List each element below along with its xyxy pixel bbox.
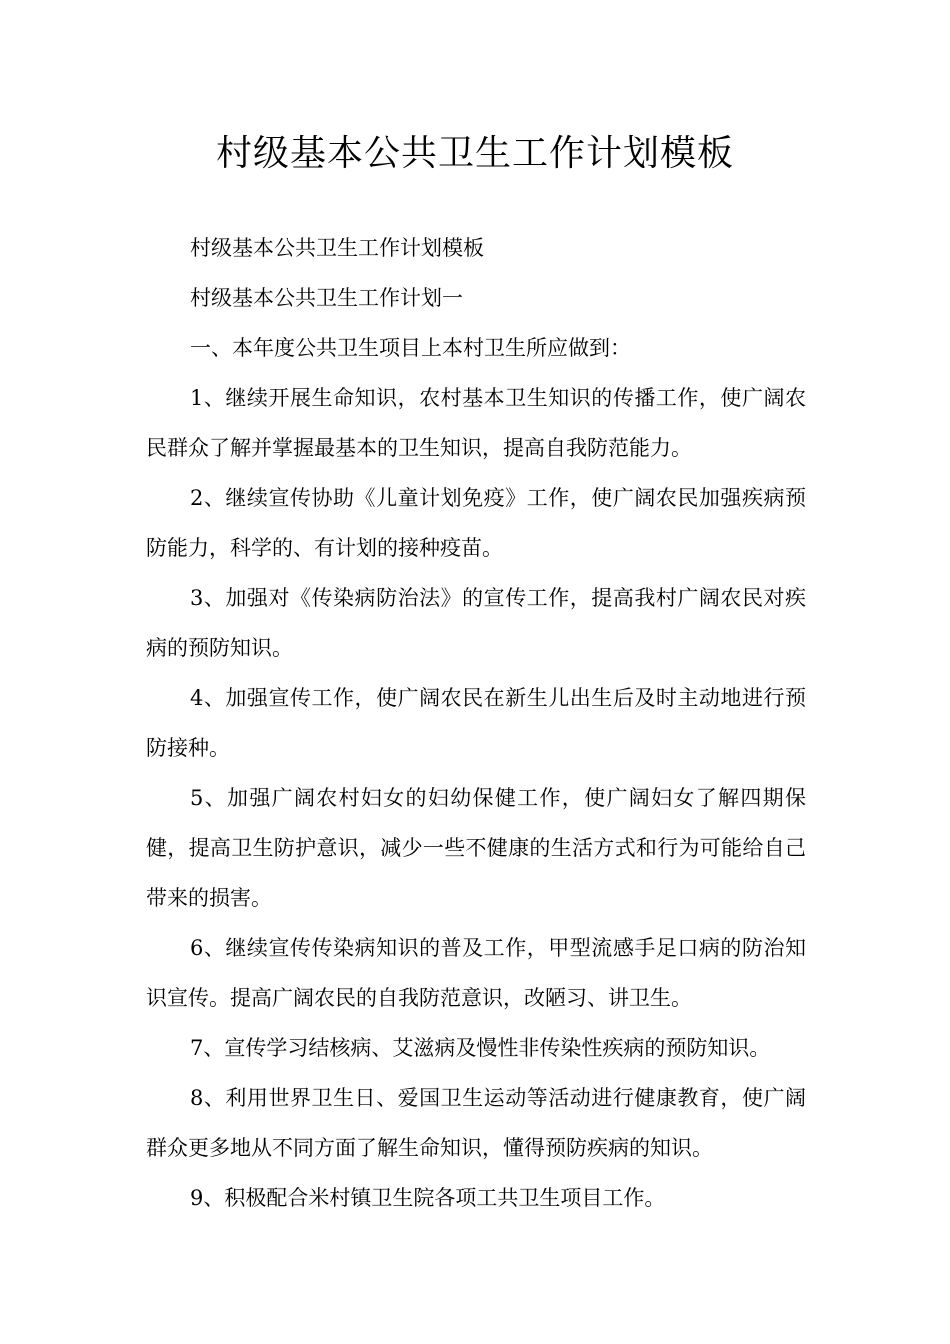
paragraph-item-1: 1、继续开展生命知识，农村基本卫生知识的传播工作，使广阔农民群众了解并掌握最基本的卫生知识，提高自我防范能力。 — [146, 386, 806, 460]
paragraph-item-7: 7、宣传学习结核病、艾滋病及慢性非传染性疾病的预防知识。 — [190, 1036, 771, 1060]
paragraph-item-4: 4、加强宣传工作，使广阔农民在新生儿出生后及时主动地进行预防接种。 — [146, 686, 806, 760]
paragraph-item-9: 9、积极配合米村镇卫生院各项工共卫生项目工作。 — [190, 1186, 666, 1210]
paragraph-section-heading: 一、本年度公共卫生项目上本村卫生所应做到： — [190, 336, 631, 360]
document-body — [146, 223, 806, 1223]
paragraph-item-5: 5、加强广阔农村妇女的妇幼保健工作，使广阔妇女了解四期保健，提高卫生防护意识，减少一些不健康的生活方式和行为可能给自己带来的损害。 — [146, 786, 806, 910]
paragraph-item-8: 8、利用世界卫生日、爱国卫生运动等活动进行健康教育，使广阔群众更多地从不同方面了解生命知识，懂得预防疾病的知识。 — [146, 1086, 806, 1160]
paragraph-plan-heading: 村级基本公共卫生工作计划一 — [190, 286, 463, 310]
paragraph-item-3: 3、加强对《传染病防治法》的宣传工作，提高我村广阔农民对疾病的预防知识。 — [146, 586, 806, 660]
document-title: 村级基本公共卫生工作计划模板 — [215, 133, 734, 174]
paragraph-item-2: 2、继续宣传协助《儿童计划免疫》工作，使广阔农民加强疾病预防能力，科学的、有计划的接种疫苗。 — [146, 486, 806, 560]
paragraph-subtitle: 村级基本公共卫生工作计划模板 — [190, 236, 484, 260]
paragraph-item-6: 6、继续宣传传染病知识的普及工作，甲型流感手足口病的防治知识宣传。提高广阔农民的自我防范意识，改陋习、讲卫生。 — [146, 936, 806, 1010]
